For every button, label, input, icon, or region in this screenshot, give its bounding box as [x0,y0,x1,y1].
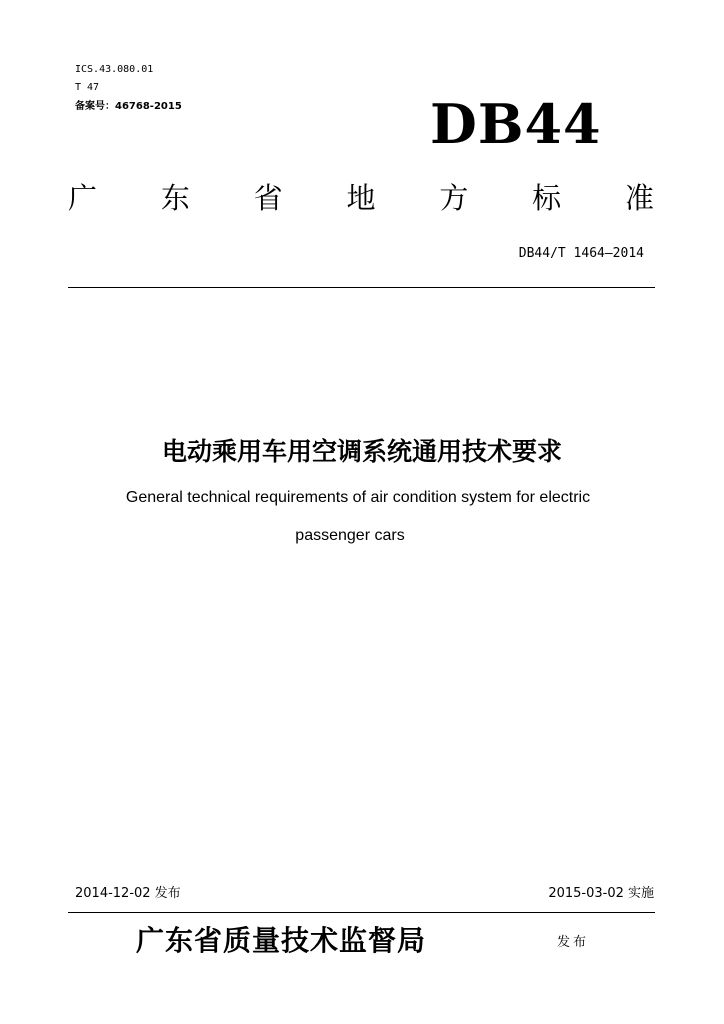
standard-type-char: 方 [439,180,469,215]
record-number: 备案号：46768-2015 [75,101,182,112]
issuing-authority: 广东省质量技术监督局 [136,924,427,957]
implementation-date: 2015-03-02 实施 [548,886,654,901]
standard-number: DB44/T 1464—2014 [518,246,644,261]
issue-date: 2014-12-02 发布 [75,886,181,901]
standard-type-heading [68,176,654,216]
bottom-divider [68,912,655,913]
standard-type-char: 省 [253,180,283,215]
document-title-cn: 电动乘用车用空调系统通用技术要求 [161,437,562,466]
db-code: DB44 [430,92,602,156]
standard-type-char: 标 [532,180,562,215]
issuing-authority-suffix: 发布 [557,935,590,950]
standard-type-char: 准 [624,180,654,215]
top-divider [68,287,655,288]
standard-type-char: 广 [68,180,98,215]
standard-type-char: 东 [160,180,190,215]
document-title-en-line1: General technical requirements of air condition system for electric [125,489,591,506]
document-title-en-line2: passenger cars [295,527,405,544]
standard-type-char: 地 [346,180,376,215]
classification-code: T 47 [75,82,100,93]
ics-code: ICS.43.080.01 [75,64,154,75]
